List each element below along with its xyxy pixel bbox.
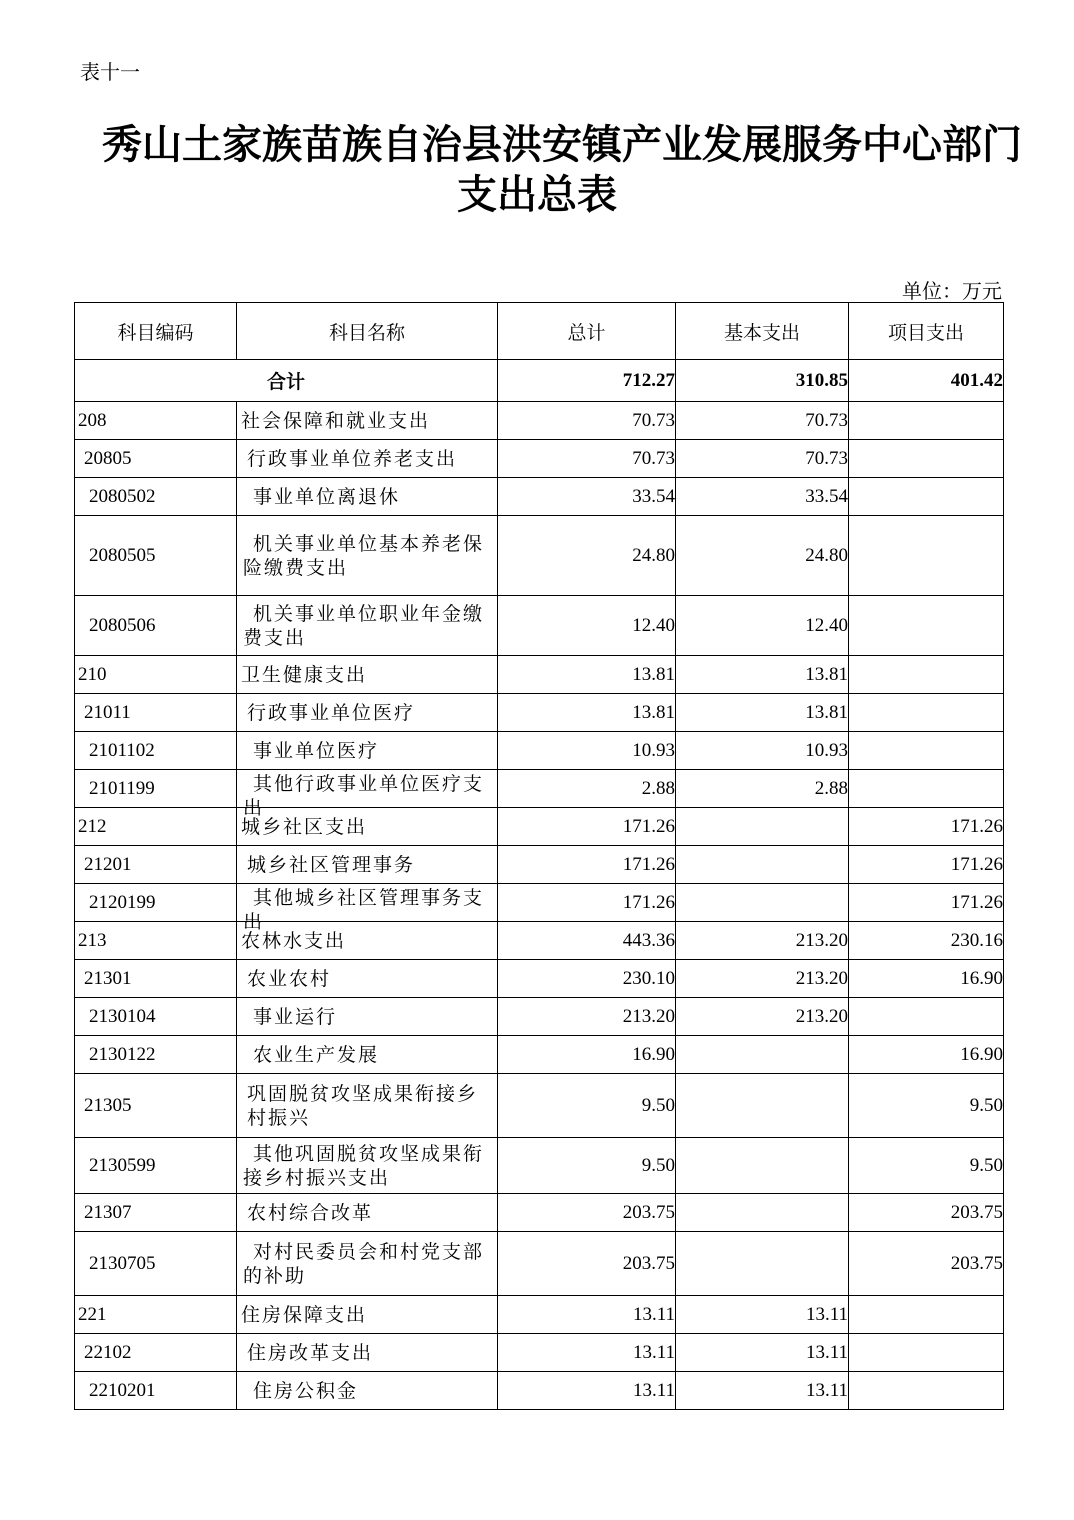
row-name: 事业单位医疗 [237,732,498,770]
row-total: 70.73 [498,402,676,440]
row-name: 城乡社区管理事务 [237,846,498,884]
row-total: 203.75 [498,1194,676,1232]
row-name [237,884,498,933]
page-title-line1: 秀山土家族苗族自治县洪安镇产业发展服务中心部门 [102,121,1022,168]
table-row [75,596,1004,656]
row-total: 9.50 [498,1074,676,1138]
row-basic [676,1194,849,1232]
row-code: 2080505 [75,516,237,596]
row-name: 巩固脱贫攻坚成果衔接乡村振兴 [237,1074,498,1138]
total-project: 401.42 [849,360,1004,402]
row-basic: 213.20 [676,922,849,960]
row-total: 13.11 [498,1372,676,1410]
row-project [849,516,1004,596]
row-code: 212 [75,808,237,846]
row-code: 21011 [75,694,237,732]
row-name: 行政事业单位医疗 [237,694,498,732]
row-code: 2101199 [75,770,237,808]
table-row [75,1194,1004,1232]
row-total: 171.26 [498,846,676,884]
row-total: 213.20 [498,998,676,1036]
row-total: 171.26 [498,884,676,922]
row-project: 203.75 [849,1232,1004,1296]
row-code: 21305 [75,1074,237,1138]
row-total: 12.40 [498,596,676,656]
row-name: 住房改革支出 [237,1334,498,1372]
row-basic: 33.54 [676,478,849,516]
row-project [849,1372,1004,1410]
table-row [75,884,1004,922]
page-title-line2: 支出总表 [457,171,617,218]
row-name: 对村民委员会和村党支部的补助 [237,1232,498,1296]
row-code: 208 [75,402,237,440]
row-project [849,998,1004,1036]
row-name: 城乡社区支出 [237,808,498,846]
row-code: 2080502 [75,478,237,516]
unit-label: 单位：万元 [902,279,1002,303]
row-basic [676,808,849,846]
row-project [849,770,1004,808]
row-basic [676,1232,849,1296]
row-basic: 2.88 [676,770,849,808]
row-project: 171.26 [849,808,1004,846]
row-code: 22102 [75,1334,237,1372]
row-code: 2210201 [75,1372,237,1410]
table-row [75,998,1004,1036]
row-project [849,732,1004,770]
table-row [75,1296,1004,1334]
table-row [75,732,1004,770]
row-basic: 13.11 [676,1334,849,1372]
row-code: 2130122 [75,1036,237,1074]
row-project: 9.50 [849,1138,1004,1194]
row-code: 210 [75,656,237,694]
table-row [75,656,1004,694]
row-project [849,1334,1004,1372]
header-project: 项目支出 [849,303,1004,360]
row-code: 21201 [75,846,237,884]
header-code: 科目编码 [75,303,237,360]
row-name: 机关事业单位基本养老保险缴费支出 [237,516,498,596]
row-code: 2080506 [75,596,237,656]
row-basic: 213.20 [676,960,849,998]
row-project: 230.16 [849,922,1004,960]
row-name-text: 其他城乡社区管理事务支出 [243,887,485,933]
table-row [75,922,1004,960]
table-header-row [75,303,1004,360]
row-basic: 24.80 [676,516,849,596]
row-total: 13.11 [498,1334,676,1372]
table-row [75,1036,1004,1074]
row-name: 住房保障支出 [237,1296,498,1334]
row-total: 13.81 [498,694,676,732]
total-basic: 310.85 [676,360,849,402]
row-total: 13.81 [498,656,676,694]
row-basic: 13.11 [676,1372,849,1410]
table-row [75,694,1004,732]
table-row [75,1138,1004,1194]
total-total: 712.27 [498,360,676,402]
row-basic: 10.93 [676,732,849,770]
row-name: 事业单位离退休 [237,478,498,516]
row-total: 443.36 [498,922,676,960]
row-project: 203.75 [849,1194,1004,1232]
table-row [75,960,1004,998]
row-project [849,596,1004,656]
row-total: 203.75 [498,1232,676,1296]
header-basic: 基本支出 [676,303,849,360]
table-row [75,516,1004,596]
page-title [0,120,1074,220]
row-code: 21301 [75,960,237,998]
row-basic: 13.11 [676,1296,849,1334]
table-row [75,1372,1004,1410]
row-code: 221 [75,1296,237,1334]
expenditure-table [74,302,1004,1410]
row-project [849,478,1004,516]
row-total: 171.26 [498,808,676,846]
row-basic: 13.81 [676,656,849,694]
row-name: 其他巩固脱贫攻坚成果衔接乡村振兴支出 [237,1138,498,1194]
row-project: 9.50 [849,1074,1004,1138]
row-project [849,656,1004,694]
header-total: 总计 [498,303,676,360]
row-total: 9.50 [498,1138,676,1194]
row-basic [676,1138,849,1194]
header-name: 科目名称 [237,303,498,360]
row-basic: 12.40 [676,596,849,656]
row-name: 事业运行 [237,998,498,1036]
row-total: 10.93 [498,732,676,770]
table-row [75,808,1004,846]
row-basic: 70.73 [676,402,849,440]
row-basic [676,846,849,884]
table-row [75,440,1004,478]
row-code: 213 [75,922,237,960]
row-name: 机关事业单位职业年金缴费支出 [237,596,498,656]
row-code: 2130104 [75,998,237,1036]
row-code: 2130705 [75,1232,237,1296]
row-name [237,770,498,819]
row-name: 农林水支出 [237,922,498,960]
row-total: 33.54 [498,478,676,516]
row-project [849,694,1004,732]
table-row [75,846,1004,884]
table-row [75,1074,1004,1138]
table-row [75,770,1004,808]
row-project [849,402,1004,440]
row-project: 16.90 [849,1036,1004,1074]
table-row [75,402,1004,440]
total-row [75,360,1004,402]
row-project: 171.26 [849,846,1004,884]
row-total: 2.88 [498,770,676,808]
row-name: 社会保障和就业支出 [237,402,498,440]
total-label: 合计 [75,360,498,402]
table-body [75,360,1004,1410]
row-name: 农业生产发展 [237,1036,498,1074]
row-name: 农业农村 [237,960,498,998]
row-basic [676,1074,849,1138]
table-row [75,1232,1004,1296]
row-code: 2101102 [75,732,237,770]
row-basic [676,1036,849,1074]
row-name: 行政事业单位养老支出 [237,440,498,478]
row-code: 2120199 [75,884,237,922]
table-number-label: 表十一 [80,60,140,84]
row-code: 2130599 [75,1138,237,1194]
row-project: 16.90 [849,960,1004,998]
row-project [849,1296,1004,1334]
row-project: 171.26 [849,884,1004,922]
row-basic [676,884,849,922]
table-row [75,1334,1004,1372]
row-total: 13.11 [498,1296,676,1334]
row-total: 24.80 [498,516,676,596]
row-name: 卫生健康支出 [237,656,498,694]
row-name: 农村综合改革 [237,1194,498,1232]
row-code: 20805 [75,440,237,478]
row-total: 16.90 [498,1036,676,1074]
row-code: 21307 [75,1194,237,1232]
row-basic: 213.20 [676,998,849,1036]
row-basic: 13.81 [676,694,849,732]
row-name-text: 其他行政事业单位医疗支出 [243,773,485,819]
row-basic: 70.73 [676,440,849,478]
row-project [849,440,1004,478]
row-total: 230.10 [498,960,676,998]
table-row [75,478,1004,516]
row-total: 70.73 [498,440,676,478]
row-name: 住房公积金 [237,1372,498,1410]
